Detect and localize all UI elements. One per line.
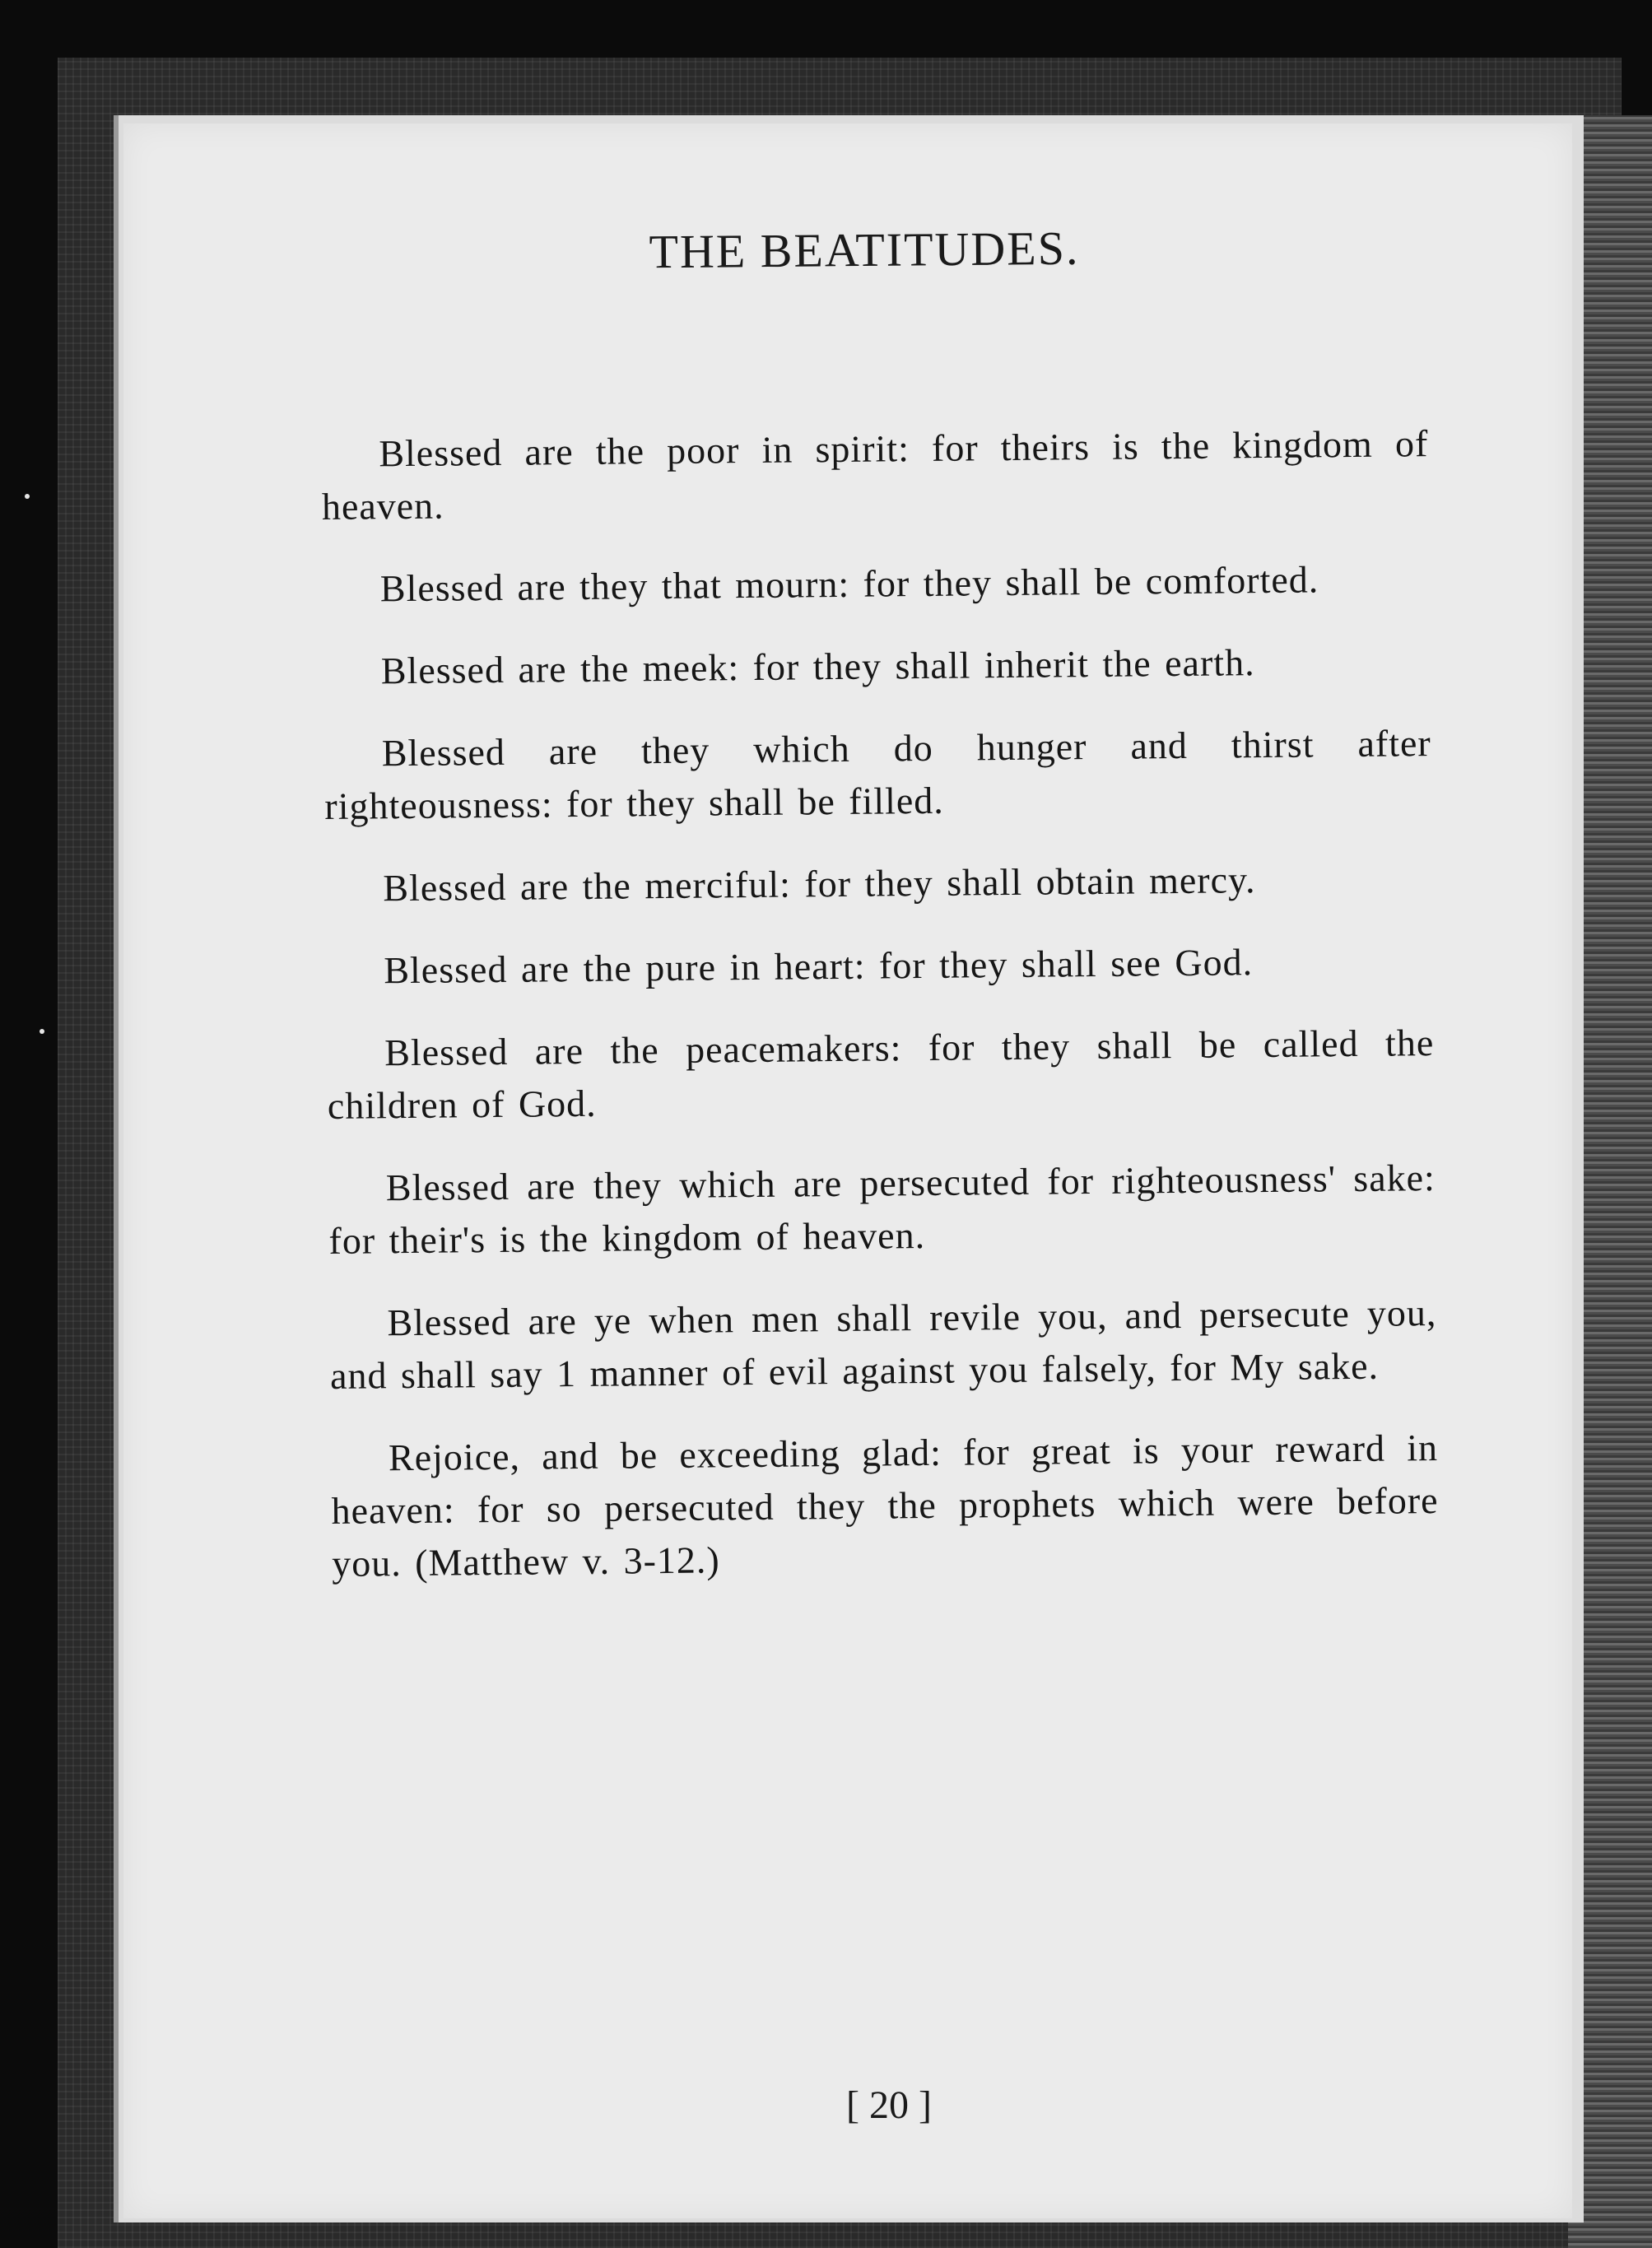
verse-9: Blessed are ye when men shall revile you, and persecute you, and shall say 1 manner of evil against you falsely, for My sake. (329, 1292, 1437, 1397)
verse-10: Rejoice, and be exceeding glad: for great is your reward in heaven: for so persecuted they the prophets which were before you. (Matthew v. 3-12.) (331, 1427, 1439, 1585)
verse-5: Blessed are the merciful: for they shall obtain mercy. (383, 859, 1256, 910)
dust-speck (25, 494, 30, 499)
verse-3: Blessed are the meek: for they shall inherit the earth. (380, 641, 1255, 692)
verse-1: Blessed are the poor in spirit: for theirs is the kingdom of heaven. (321, 422, 1429, 528)
verse-2: Blessed are they that mourn: for they shall be comforted. (379, 558, 1319, 610)
verse-8: Blessed are they which are persecuted for righteousness' sake: for their's is the kingdom of heaven. (328, 1157, 1436, 1262)
verse-7: Blessed are the peacemakers: for they shall be called the children of God. (327, 1022, 1435, 1127)
page-title: THE BEATITUDES. (649, 221, 1080, 279)
page-number: [ 20 ] (846, 2083, 932, 2127)
verses-block (321, 417, 1440, 1620)
verse-4: Blessed are they which do hunger and thirst after righteousness: for they shall be filled. (324, 722, 1431, 827)
verse-6: Blessed are the pure in heart: for they shall see God. (384, 941, 1254, 992)
dust-speck (40, 1029, 44, 1034)
